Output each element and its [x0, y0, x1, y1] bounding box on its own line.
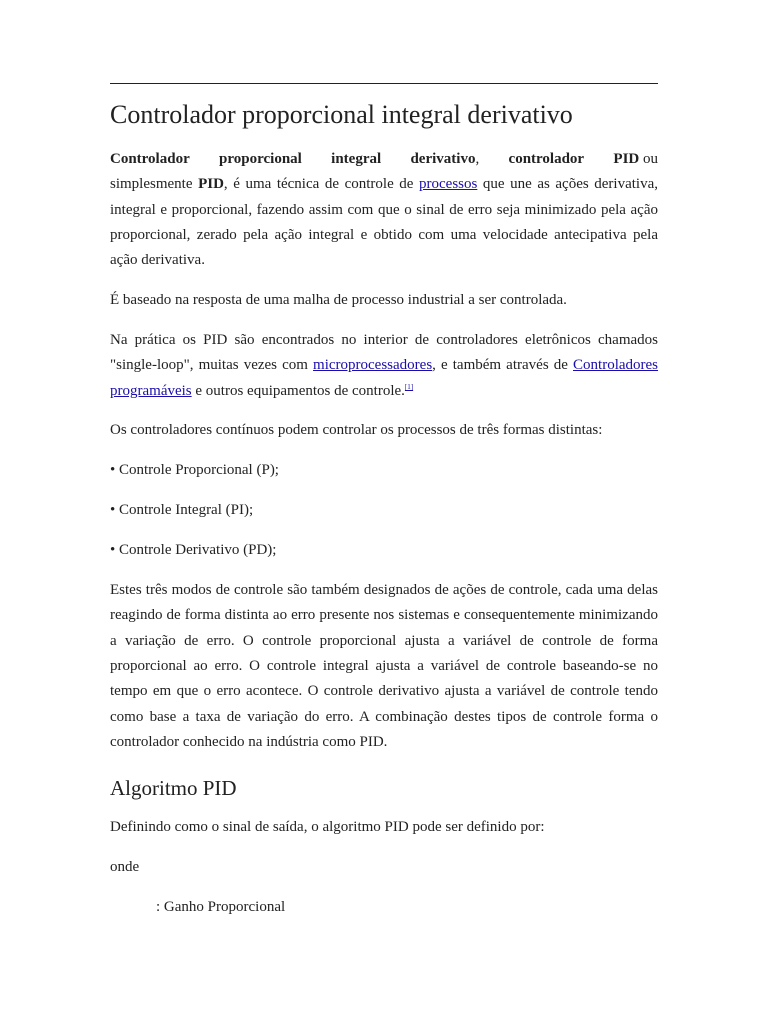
document-page: [110, 83, 658, 920]
intro-rest: simplesmente PID, é uma técnica de controle de processos que une as ações derivativa, integral e proporcional, fazendo assim com que o sinal de erro seja minimizado pela ação proporcional, zerado pela ação integral e obtido com uma velocidade antecipativa pela ação derivativa.: [110, 176, 658, 269]
paragraph-pratica: Na prática os PID são encontrados no interior de controladores eletrônicos chamados "single-loop", muitas vezes com microprocessadores, e também através de Controladores programáveis e outros equipamentos de controle.[1]: [110, 331, 659, 399]
bullet-derivativo: • Controle Derivativo (PD);: [110, 542, 277, 559]
definition-ganho-proporcional: : Ganho Proporcional: [156, 898, 286, 915]
section-title-algoritmo: Algoritmo PID: [110, 776, 237, 801]
link-microprocessadores[interactable]: microprocessadores: [313, 357, 433, 374]
footnote-ref[interactable]: [1]: [404, 382, 414, 391]
link-controladores-programaveis[interactable]: Controladores programáveis: [110, 357, 659, 399]
intro-first-line: Controlador proporcional integral derivativo, controlador PID ou: [110, 151, 658, 167]
paragraph-formas: Os controladores contínuos podem controlar os processos de três formas distintas:: [110, 422, 603, 439]
article-title: Controlador proporcional integral derivativo: [110, 100, 573, 129]
paragraph-onde: onde: [110, 858, 140, 875]
paragraph-definindo: Definindo como o sinal de saída, o algoritmo PID pode ser definido por:: [110, 819, 545, 836]
bullet-integral: • Controle Integral (PI);: [110, 502, 254, 519]
link-processos[interactable]: processos: [419, 176, 478, 193]
paragraph-malha: É baseado na resposta de uma malha de processo industrial a ser controlada.: [110, 292, 567, 309]
intro-paragraph: [110, 147, 658, 273]
paragraph-modos: Estes três modos de controle são também designados de ações de controle, cada uma delas reagindo de forma distinta ao erro presente nos sistemas e consequentemente minimizando a variação de erro. O controle proporcional ajusta a variável de controle de forma proporcional ao erro. O controle integral ajusta a variável de controle baseando-se no tempo em que o erro acontece. O controle derivativo ajusta a variável de controle tendo como base a taxa de variação do erro. A combinação destes tipos de controle forma o controlador conhecido na indústria como PID.: [110, 582, 658, 750]
top-divider: [110, 83, 658, 84]
bullet-proporcional: • Controle Proporcional (P);: [110, 462, 279, 479]
